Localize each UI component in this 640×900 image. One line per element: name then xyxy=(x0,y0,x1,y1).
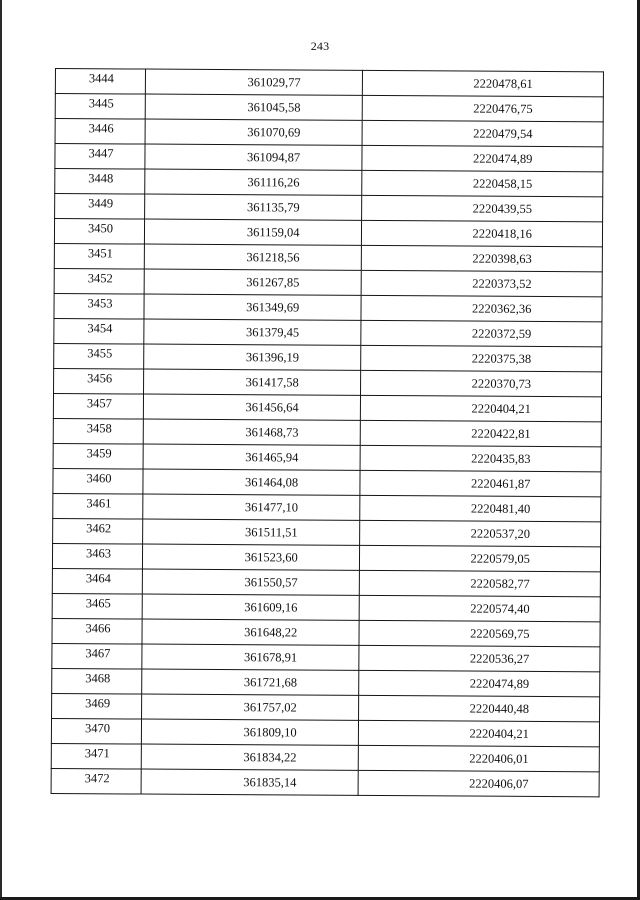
point-number-cell: 3462 xyxy=(53,518,143,544)
point-number-cell: 3445 xyxy=(55,94,145,120)
x-coordinate-cell: 361648,22 xyxy=(142,619,360,645)
point-number-cell: 3472 xyxy=(51,768,141,794)
point-number-cell: 3468 xyxy=(52,668,142,694)
point-number-cell: 3450 xyxy=(54,219,144,245)
y-coordinate-cell: 2220458,15 xyxy=(362,170,603,196)
x-coordinate-cell: 361267,85 xyxy=(144,269,362,295)
table-row xyxy=(52,693,600,721)
x-coordinate-cell: 361477,10 xyxy=(143,494,361,520)
point-number-cell: 3459 xyxy=(53,443,143,469)
point-number-cell: 3470 xyxy=(51,718,141,744)
y-coordinate-cell: 2220474,89 xyxy=(359,670,600,696)
y-coordinate-cell: 2220474,89 xyxy=(362,145,603,171)
point-number-cell: 3464 xyxy=(52,568,142,594)
point-number-cell: 3453 xyxy=(54,293,144,319)
x-coordinate-cell: 361218,56 xyxy=(144,244,362,270)
table-row xyxy=(52,593,600,621)
y-coordinate-cell: 2220398,63 xyxy=(362,245,603,271)
y-coordinate-cell: 2220439,55 xyxy=(362,195,603,221)
point-number-cell: 3469 xyxy=(52,693,142,719)
table-row xyxy=(51,768,599,796)
table-row xyxy=(52,643,600,671)
y-coordinate-cell: 2220476,75 xyxy=(363,95,604,121)
y-coordinate-cell: 2220372,59 xyxy=(361,320,602,346)
point-number-cell: 3448 xyxy=(55,169,145,195)
point-number-cell: 3446 xyxy=(55,119,145,145)
point-number-cell: 3460 xyxy=(53,468,143,494)
y-coordinate-cell: 2220418,16 xyxy=(362,220,603,246)
scan-edge-left xyxy=(0,0,2,900)
x-coordinate-cell: 361523,60 xyxy=(142,544,360,570)
coordinates-table xyxy=(51,68,604,797)
point-number-cell: 3454 xyxy=(54,318,144,344)
y-coordinate-cell: 2220582,77 xyxy=(360,570,601,596)
table-row xyxy=(54,343,602,371)
table-row xyxy=(54,318,602,346)
table-row xyxy=(51,718,599,746)
x-coordinate-cell: 361834,22 xyxy=(141,744,359,770)
y-coordinate-cell: 2220373,52 xyxy=(362,270,603,296)
point-number-cell: 3455 xyxy=(54,343,144,369)
x-coordinate-cell: 361094,87 xyxy=(145,144,363,170)
point-number-cell: 3449 xyxy=(55,194,145,220)
table-row xyxy=(55,194,603,222)
y-coordinate-cell: 2220370,73 xyxy=(361,370,602,396)
y-coordinate-cell: 2220461,87 xyxy=(360,470,601,496)
table-row xyxy=(55,119,603,147)
y-coordinate-cell: 2220406,01 xyxy=(359,745,600,771)
y-coordinate-cell: 2220404,21 xyxy=(359,720,600,746)
x-coordinate-cell: 361609,16 xyxy=(142,594,360,620)
table-row xyxy=(53,518,601,546)
table-row xyxy=(53,443,601,471)
table-row xyxy=(51,743,599,771)
y-coordinate-cell: 2220362,36 xyxy=(361,295,602,321)
point-number-cell: 3471 xyxy=(51,743,141,769)
coordinates-table-body xyxy=(51,69,603,797)
x-coordinate-cell: 361678,91 xyxy=(142,644,360,670)
x-coordinate-cell: 361349,69 xyxy=(144,294,362,320)
y-coordinate-cell: 2220537,20 xyxy=(360,520,601,546)
table-row xyxy=(54,219,602,247)
x-coordinate-cell: 361029,77 xyxy=(145,69,363,95)
x-coordinate-cell: 361465,94 xyxy=(143,444,361,470)
point-number-cell: 3466 xyxy=(52,618,142,644)
y-coordinate-cell: 2220579,05 xyxy=(360,545,601,571)
x-coordinate-cell: 361070,69 xyxy=(145,119,363,145)
table-row xyxy=(55,144,603,172)
table-row xyxy=(53,493,601,521)
x-coordinate-cell: 361464,08 xyxy=(143,469,361,495)
y-coordinate-cell: 2220422,81 xyxy=(361,420,602,446)
y-coordinate-cell: 2220406,07 xyxy=(359,770,600,796)
x-coordinate-cell: 361835,14 xyxy=(141,769,359,795)
x-coordinate-cell: 361396,19 xyxy=(144,344,362,370)
table-row xyxy=(53,418,601,446)
x-coordinate-cell: 361379,45 xyxy=(144,319,362,345)
x-coordinate-cell: 361135,79 xyxy=(144,194,362,220)
x-coordinate-cell: 361456,64 xyxy=(143,394,361,420)
table-row xyxy=(52,618,600,646)
x-coordinate-cell: 361468,73 xyxy=(143,419,361,445)
x-coordinate-cell: 361757,02 xyxy=(141,694,359,720)
table-row xyxy=(55,94,603,122)
point-number-cell: 3461 xyxy=(53,493,143,519)
x-coordinate-cell: 361045,58 xyxy=(145,94,363,120)
table-row xyxy=(54,268,602,296)
x-coordinate-cell: 361159,04 xyxy=(144,219,362,245)
table-row xyxy=(53,393,601,421)
point-number-cell: 3465 xyxy=(52,593,142,619)
page-number: 243 xyxy=(310,39,330,53)
table-row xyxy=(53,468,601,496)
table-row xyxy=(55,69,603,97)
x-coordinate-cell: 361550,57 xyxy=(142,569,360,595)
y-coordinate-cell: 2220574,40 xyxy=(360,595,601,621)
table-row xyxy=(54,243,602,271)
x-coordinate-cell: 361116,26 xyxy=(145,169,363,195)
x-coordinate-cell: 361809,10 xyxy=(141,719,359,745)
point-number-cell: 3463 xyxy=(52,543,142,569)
y-coordinate-cell: 2220536,27 xyxy=(359,645,600,671)
point-number-cell: 3457 xyxy=(53,393,143,419)
point-number-cell: 3467 xyxy=(52,643,142,669)
x-coordinate-cell: 361511,51 xyxy=(142,519,360,545)
y-coordinate-cell: 2220479,54 xyxy=(363,120,604,146)
point-number-cell: 3456 xyxy=(54,368,144,394)
table-row xyxy=(52,543,600,571)
table-row xyxy=(54,368,602,396)
table-row xyxy=(54,293,602,321)
point-number-cell: 3451 xyxy=(54,243,144,269)
table-row xyxy=(55,169,603,197)
y-coordinate-cell: 2220478,61 xyxy=(363,70,604,96)
table-row xyxy=(52,568,600,596)
y-coordinate-cell: 2220440,48 xyxy=(359,695,600,721)
y-coordinate-cell: 2220375,38 xyxy=(361,345,602,371)
point-number-cell: 3444 xyxy=(55,69,145,95)
y-coordinate-cell: 2220404,21 xyxy=(361,395,602,421)
point-number-cell: 3452 xyxy=(54,268,144,294)
x-coordinate-cell: 361721,68 xyxy=(142,669,360,695)
table-row xyxy=(52,668,600,696)
x-coordinate-cell: 361417,58 xyxy=(143,369,361,395)
y-coordinate-cell: 2220481,40 xyxy=(360,495,601,521)
point-number-cell: 3447 xyxy=(55,144,145,170)
y-coordinate-cell: 2220569,75 xyxy=(359,620,600,646)
point-number-cell: 3458 xyxy=(53,418,143,444)
y-coordinate-cell: 2220435,83 xyxy=(361,445,602,471)
